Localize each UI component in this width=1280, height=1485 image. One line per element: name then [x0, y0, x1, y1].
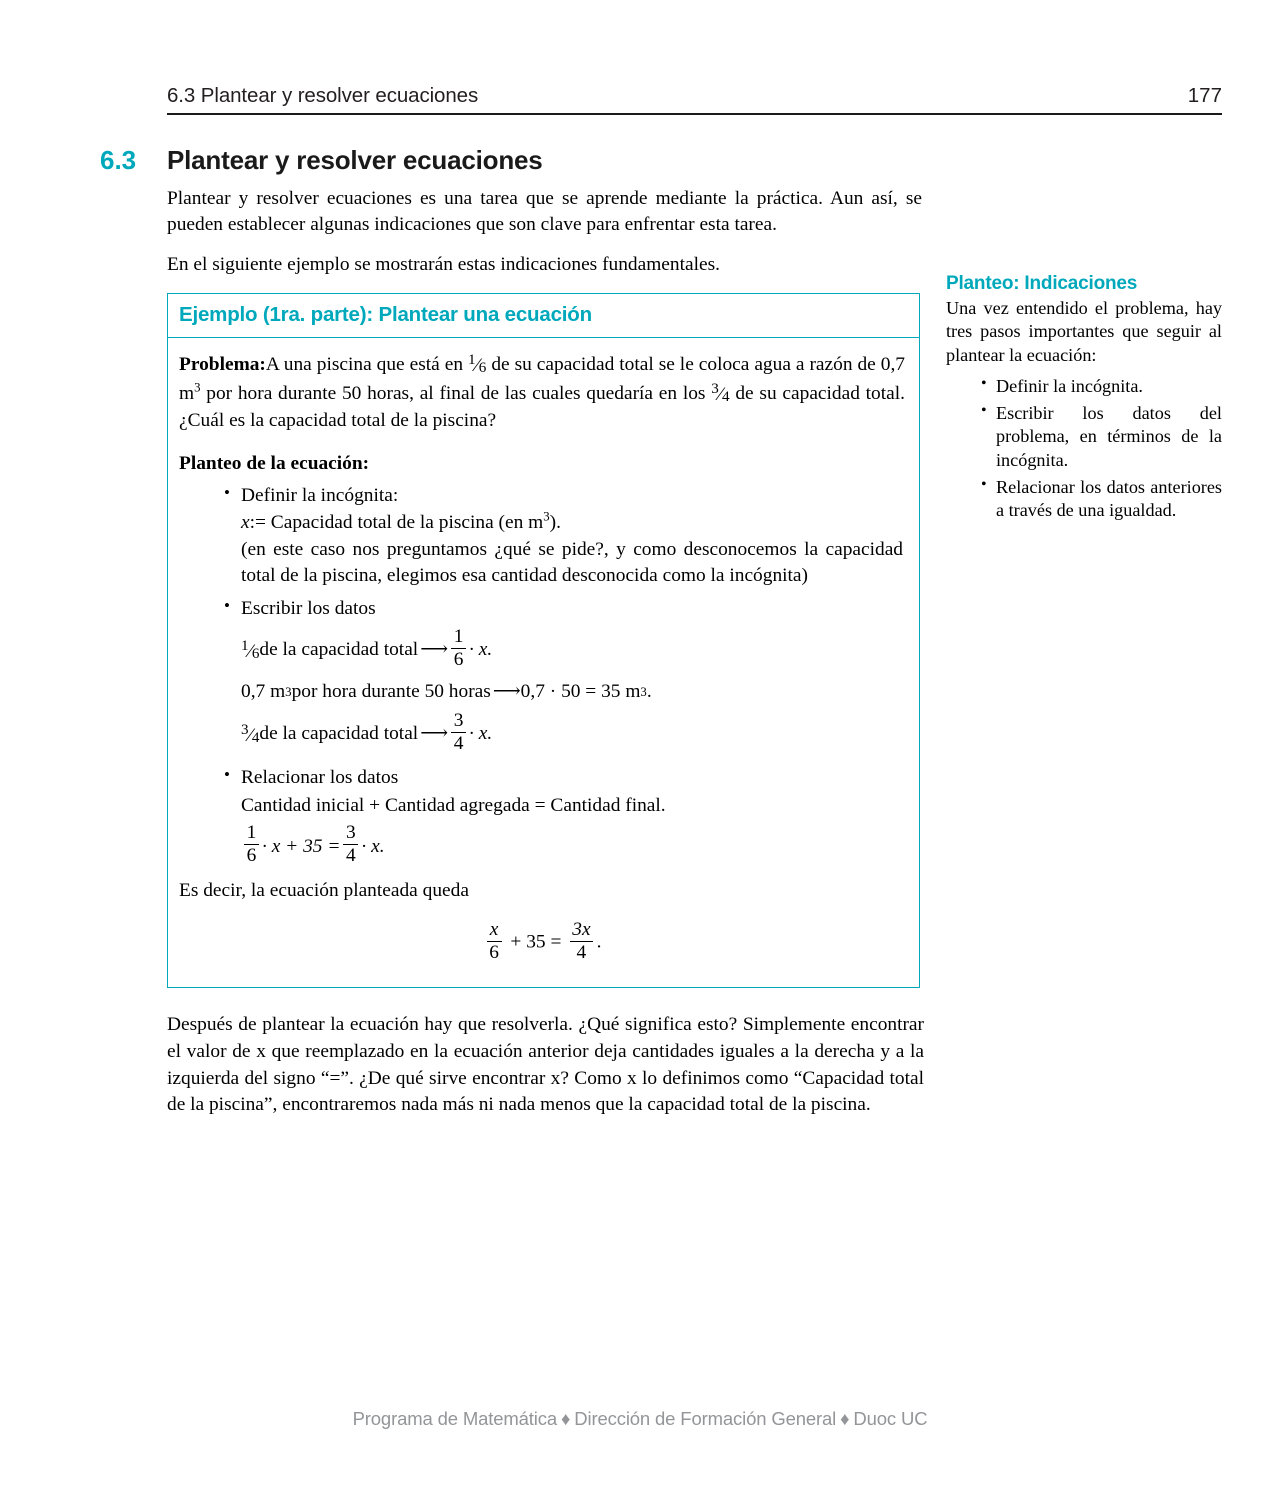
margin-note-list [946, 375, 1222, 523]
data-row-2-result-tail: . [646, 681, 652, 703]
section-title: Plantear y resolver ecuaciones [167, 145, 543, 175]
problem-exponent-1: 3 [194, 380, 201, 395]
margin-note-item: • Definir la incógnita. [946, 375, 1222, 398]
planteo-step-list [179, 483, 905, 874]
final-equation-middle: + 35 = [510, 931, 562, 953]
problem-statement [179, 350, 905, 435]
footer-part-1: Programa de Matemática [352, 1408, 557, 1429]
data-row-3-lead-text: de la capacidad total [259, 723, 419, 745]
data-row-3-arrow-icon: ⟶ [420, 723, 447, 745]
step-1-label: Definir la incógnita: [241, 484, 399, 506]
data-row-2-result: 0,7 · 50 = 35 m [520, 681, 641, 703]
data-row-3-result-tail: · x. [469, 723, 493, 745]
problem-text-4: de su capacidad total. ¿Cuál es la capacidad total de la piscina? [179, 383, 905, 432]
data-row-2: 0,7 m 3 por hora durante 50 horas ⟶ 0,7 · 50 = 35 m 3 . [241, 677, 905, 707]
problem-fraction-three-quarters: $^3$⁄4 [711, 381, 730, 406]
step-relacionar-datos [179, 765, 905, 791]
margin-note-item: • Escribir los datos del problema, en términos de la incógnita. [946, 402, 1222, 472]
example-box-title: Ejemplo (1ra. parte): Plantear una ecuación [179, 303, 592, 326]
data-row-2-lead-text: 0,7 m [241, 681, 286, 703]
relation-right-tail: · x. [361, 835, 385, 857]
closing-paragraph-block [167, 1012, 924, 1119]
relation-words: Cantidad inicial + Cantidad agregada = Cantidad final. [241, 795, 666, 817]
diamond-icon: ♦ [561, 1408, 571, 1429]
intro-paragraphs [167, 186, 922, 277]
relation-left-fraction: $\frac{1}{6}$ [244, 823, 259, 867]
problem-fraction-one-sixth: $^1$⁄6 [467, 352, 487, 376]
data-row-2-arrow-icon: ⟶ [492, 681, 519, 703]
data-row-1-arrow-icon: ⟶ [420, 639, 447, 661]
section-heading [100, 145, 543, 176]
margin-note [946, 273, 1222, 527]
running-header-title: 6.3 Plantear y resolver ecuaciones [167, 84, 479, 107]
data-row-1-result-fraction: $\frac{1}{6}$ [451, 627, 466, 671]
conclusion-lead: Es decir, la ecuación planteada queda [179, 879, 469, 901]
step-escribir-datos [179, 596, 905, 622]
step-1-note: (en este caso nos preguntamos ¿qué se pide?, y como desconocemos la capacidad total de la piscina, elegimos esa cantidad desconocida como la incógnita) [241, 538, 903, 587]
data-row-2-lead-rest: por hora durante 50 horas [291, 681, 491, 703]
problem-text-2: de su capacidad total se le coloca agua a razón de 0,7 m [179, 353, 905, 405]
final-equation-right-fraction: $\frac{3x}{4}$ [572, 918, 591, 964]
margin-note-title: Planteo: Indicaciones [946, 273, 1138, 294]
relation-equation [241, 820, 905, 874]
example-box [167, 293, 920, 988]
data-row-1-lead-text: de la capacidad total [259, 639, 419, 661]
page-number: 177 [1187, 84, 1222, 107]
step-3-label: Relacionar los datos [241, 767, 399, 789]
data-row-3-lead-fraction: $^3$⁄4 [241, 722, 260, 747]
example-box-body [168, 338, 919, 987]
margin-note-item: • Relacionar los datos anteriores a través de una igualdad. [946, 476, 1222, 523]
example-box-header [168, 294, 919, 338]
data-row-3 [241, 707, 905, 761]
data-row-1 [241, 623, 905, 677]
margin-note-intro: Una vez entendido el problema, hay tres pasos importantes que seguir al plantear la ecuación: [946, 298, 1222, 365]
data-row-3-result-fraction: $\frac{3}{4}$ [451, 711, 466, 755]
footer-part-3: Duoc UC [853, 1408, 928, 1429]
intro-paragraph-2: En el siguiente ejemplo se mostrarán estas indicaciones fundamentales. [167, 253, 720, 275]
step-1-definition [241, 510, 905, 536]
running-header [167, 84, 1222, 115]
final-equation-tail: . [596, 931, 602, 953]
final-equation [179, 918, 905, 965]
step-2-label: Escribir los datos [241, 597, 376, 619]
step-1-definition-text: := Capacidad total de la piscina (en m [249, 512, 544, 534]
section-number: 6.3 [100, 145, 137, 175]
step-definir-incognita [179, 483, 905, 509]
planteo-label: Planteo de la ecuación: [179, 452, 370, 474]
final-equation-left-fraction: $\frac{x}{6}$ [487, 920, 502, 964]
data-row-1-result-tail: · x. [469, 639, 493, 661]
relation-left-tail: · x + 35 = [262, 835, 341, 857]
data-row-1-lead-fraction: $^1$⁄6 [241, 638, 260, 663]
step-1-definition-exponent: 3 [543, 509, 550, 524]
footer-part-2: Dirección de Formación General [574, 1408, 837, 1429]
intro-paragraph-1: Plantear y resolver ecuaciones es una tarea que se aprende mediante la práctica. Aun así, se pueden establecer algunas indicaciones que son clave para enfrentar esta tarea. [167, 188, 922, 235]
relation-right-fraction: $\frac{3}{4}$ [343, 823, 358, 867]
problem-text-3: por hora durante 50 horas, al final de las cuales quedaría en los [200, 383, 712, 405]
problem-label: Problema: [179, 353, 266, 375]
page-footer [0, 1408, 1280, 1430]
diamond-icon: ♦ [840, 1408, 850, 1429]
closing-paragraph: Después de plantear la ecuación hay que resolverla. ¿Qué significa esto? Simplemente encontrar el valor de x que reemplazado en la ecuación anterior deja cantidades iguales a la derecha y a la izquierda del signo “=”. ¿De qué sirve encontrar x? Como x lo definimos como “Capacidad total de la piscina”, encontraremos nada más ni nada menos que la capacidad total de la piscina. [167, 1014, 924, 1116]
problem-text-1: A una piscina que está en [265, 353, 468, 375]
step-1-definition-tail: ). [549, 512, 561, 534]
variable-x: x [241, 512, 250, 534]
